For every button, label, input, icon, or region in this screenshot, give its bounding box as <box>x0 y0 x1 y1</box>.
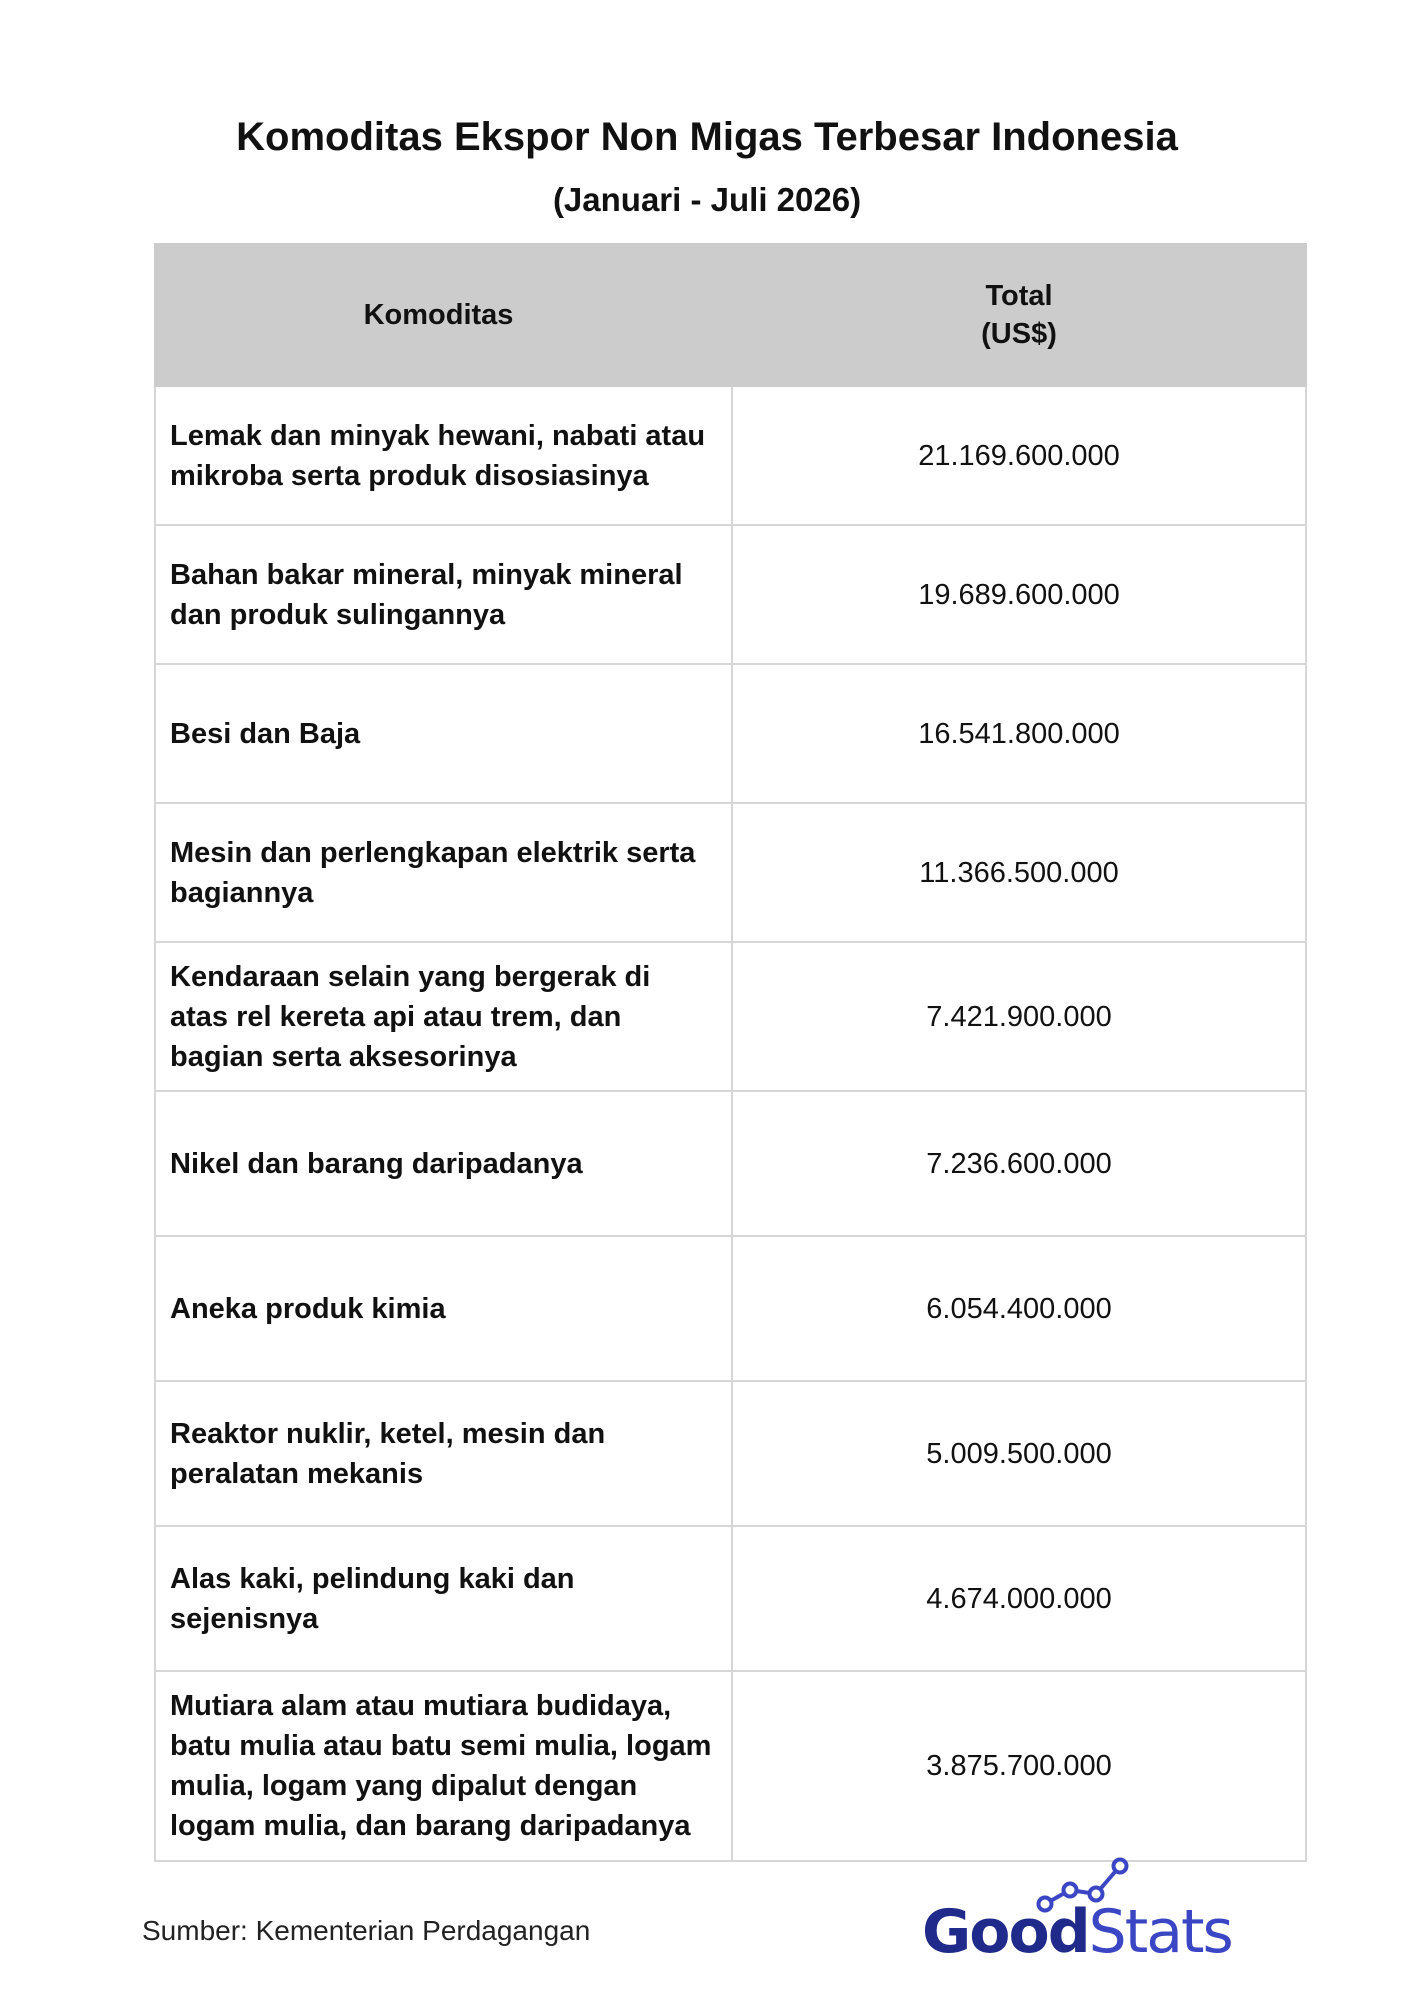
table-row <box>155 1526 1306 1671</box>
table-row <box>155 386 1306 525</box>
cell-total: 21.169.600.000 <box>732 386 1306 525</box>
cell-total: 16.541.800.000 <box>732 664 1306 803</box>
header-total-unit: (US$) <box>981 318 1057 350</box>
cell-total: 11.366.500.000 <box>732 803 1306 942</box>
svg-text:GoodStats <box>922 1897 1232 1962</box>
cell-commodity: Mesin dan perlengkapan elektrik serta bagiannya <box>155 803 732 942</box>
cell-total: 4.674.000.000 <box>732 1526 1306 1671</box>
cell-total: 19.689.600.000 <box>732 525 1306 664</box>
table-row <box>155 664 1306 803</box>
cell-commodity: Alas kaki, pelindung kaki dan sejenisnya <box>155 1526 732 1671</box>
cell-commodity: Aneka produk kimia <box>155 1236 732 1381</box>
table-row <box>155 1671 1306 1861</box>
commodity-table <box>154 243 1307 1862</box>
page-subtitle: (Januari - Juli 2026) <box>552 181 862 218</box>
header-total-label: Total <box>985 280 1053 312</box>
table-body <box>155 386 1306 1861</box>
goodstats-logo <box>920 1852 1280 1962</box>
cell-commodity: Kendaraan selain yang bergerak di atas rel kereta api atau trem, dan bagian serta aksesorinya <box>155 942 732 1091</box>
cell-total: 7.421.900.000 <box>732 942 1306 1091</box>
table-row <box>155 942 1306 1091</box>
table-row <box>155 1236 1306 1381</box>
cell-commodity: Nikel dan barang daripadanya <box>155 1091 732 1236</box>
cell-commodity: Reaktor nuklir, ketel, mesin dan peralatan mekanis <box>155 1381 732 1526</box>
cell-total: 5.009.500.000 <box>732 1381 1306 1526</box>
header-commodity: Komoditas <box>155 244 732 386</box>
table-header-row <box>155 244 1306 386</box>
cell-commodity: Mutiara alam atau mutiara budidaya, batu mulia atau batu semi mulia, logam mulia, logam yang dipalut dengan logam mulia, dan barang daripadanya <box>155 1671 732 1861</box>
logo-text-stats: Stats <box>1088 1897 1232 1962</box>
header-total <box>732 244 1306 386</box>
cell-commodity: Lemak dan minyak hewani, nabati atau mikroba serta produk disosiasinya <box>155 386 732 525</box>
cell-commodity: Besi dan Baja <box>155 664 732 803</box>
cell-total: 3.875.700.000 <box>732 1671 1306 1861</box>
page-title: Komoditas Ekspor Non Migas Terbesar Indonesia <box>236 115 1178 159</box>
logo-text-good: Good <box>922 1897 1089 1962</box>
table-row <box>155 525 1306 664</box>
source-note: Sumber: Kementerian Perdagangan <box>142 1915 591 1946</box>
cell-total: 7.236.600.000 <box>732 1091 1306 1236</box>
table-row <box>155 1381 1306 1526</box>
table-row <box>155 1091 1306 1236</box>
table-row <box>155 803 1306 942</box>
cell-total: 6.054.400.000 <box>732 1236 1306 1381</box>
cell-commodity: Bahan bakar mineral, minyak mineral dan produk sulingannya <box>155 525 732 664</box>
